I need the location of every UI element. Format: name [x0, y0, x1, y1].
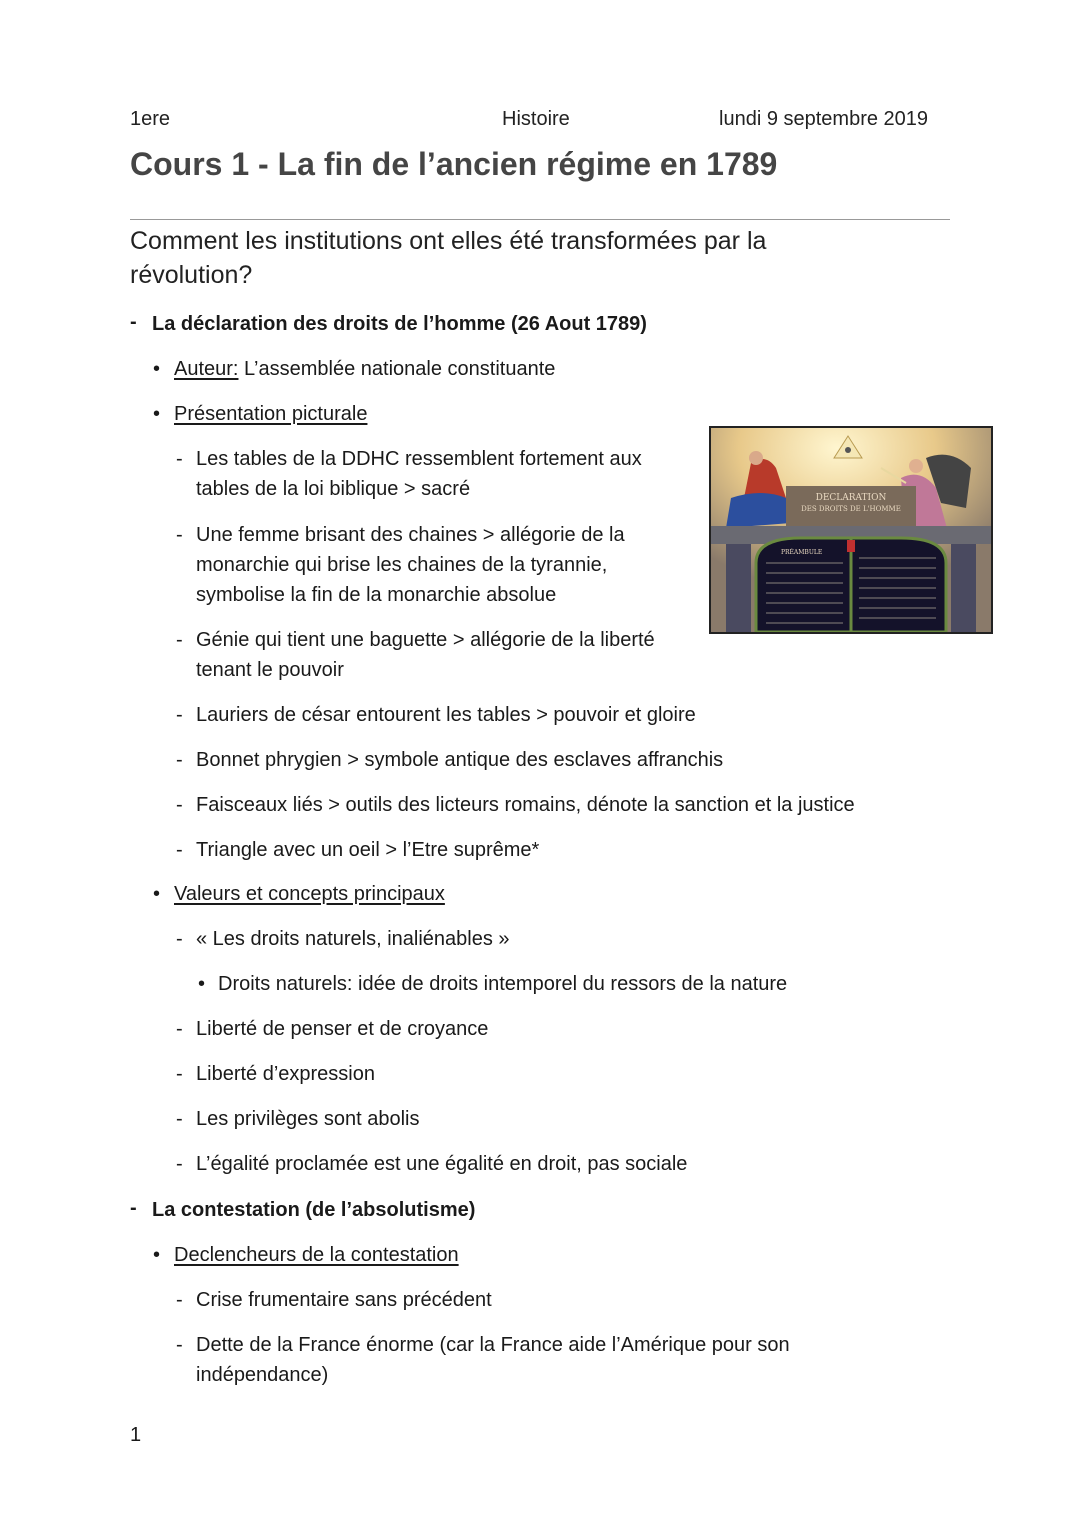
auteur-label: Auteur: — [174, 358, 239, 380]
auteur-text: L’assemblée nationale constituante — [238, 358, 556, 380]
valeurs-label: Valeurs et concepts principaux — [174, 883, 445, 905]
dash-marker: - — [176, 1334, 183, 1356]
list-item: « Les droits naturels, inaliénables » — [196, 928, 510, 950]
section-heading: La contestation (de l’absolutisme) — [152, 1199, 476, 1221]
dash-marker: - — [176, 839, 183, 861]
image-caption-3: PRÉAMBULE — [781, 549, 823, 556]
dash-marker: - — [176, 1153, 183, 1175]
image-caption-2: DES DROITS DE L'HOMME — [801, 505, 901, 513]
list-item: Bonnet phrygien > symbole antique des esclaves affranchis — [196, 749, 724, 771]
list-item: Génie qui tient une baguette > allégorie de la liberté tenant le pouvoir — [196, 629, 655, 681]
dash-marker: - — [176, 1018, 183, 1040]
ddhc-painting-image — [709, 426, 993, 634]
dash-marker: - — [130, 1197, 137, 1219]
page-title: Cours 1 - La fin de l’ancien régime en 1789 — [130, 146, 778, 182]
dash-marker: - — [176, 448, 183, 470]
divider — [130, 219, 950, 220]
dash-marker: - — [176, 794, 183, 816]
list-item: Faisceaux liés > outils des licteurs romains, dénote la sanction et la justice — [196, 794, 855, 816]
list-item: Une femme brisant des chaines > allégorie de la monarchie qui brise les chaines de la tyrannie, symbolise la fin de la monarchie absolue — [196, 524, 625, 606]
bullet: • — [153, 1244, 161, 1266]
auteur-line — [174, 354, 555, 384]
image-caption-1: DECLARATION — [815, 493, 887, 503]
bullet: • — [198, 973, 206, 995]
date: lundi 9 septembre 2019 — [719, 108, 929, 130]
bullet: • — [153, 358, 161, 380]
list-item: L’égalité proclamée est une égalité en droit, pas sociale — [196, 1153, 688, 1175]
list-item: Crise frumentaire sans précédent — [196, 1289, 492, 1311]
dash-marker: - — [176, 1108, 183, 1130]
list-item: Les tables de la DDHC ressemblent fortement aux tables de la loi biblique > sacré — [196, 448, 642, 500]
list-item: Triangle avec un oeil > l’Etre suprême* — [196, 839, 540, 861]
class-level: 1ere — [130, 108, 171, 130]
page-number: 1 — [130, 1424, 142, 1446]
subject: Histoire — [502, 108, 570, 130]
lesson-question: Comment les institutions ont elles été transformées par la révolution? — [130, 227, 767, 289]
list-item: Liberté de penser et de croyance — [196, 1018, 489, 1040]
dash-marker: - — [176, 629, 183, 651]
list-item: Les privilèges sont abolis — [196, 1108, 420, 1130]
presentation-label: Présentation picturale — [174, 403, 368, 425]
list-item: Lauriers de césar entourent les tables > pouvoir et gloire — [196, 704, 696, 726]
dash-marker: - — [176, 704, 183, 726]
dash-marker: - — [176, 524, 183, 546]
bullet: • — [153, 403, 161, 425]
declencheurs-label: Declencheurs de la contestation — [174, 1244, 459, 1266]
list-item: Droits naturels: idée de droits intemporel du ressors de la nature — [218, 973, 788, 995]
section-heading: La déclaration des droits de l’homme (26 Aout 1789) — [152, 313, 647, 335]
bullet: • — [153, 883, 161, 905]
dash-marker: - — [176, 749, 183, 771]
dash-marker: - — [176, 1063, 183, 1085]
list-item: Dette de la France énorme (car la France aide l’Amérique pour son indépendance) — [196, 1334, 790, 1386]
dash-marker: - — [176, 928, 183, 950]
list-item: Liberté d’expression — [196, 1063, 375, 1085]
dash-marker: - — [130, 311, 137, 333]
dash-marker: - — [176, 1289, 183, 1311]
